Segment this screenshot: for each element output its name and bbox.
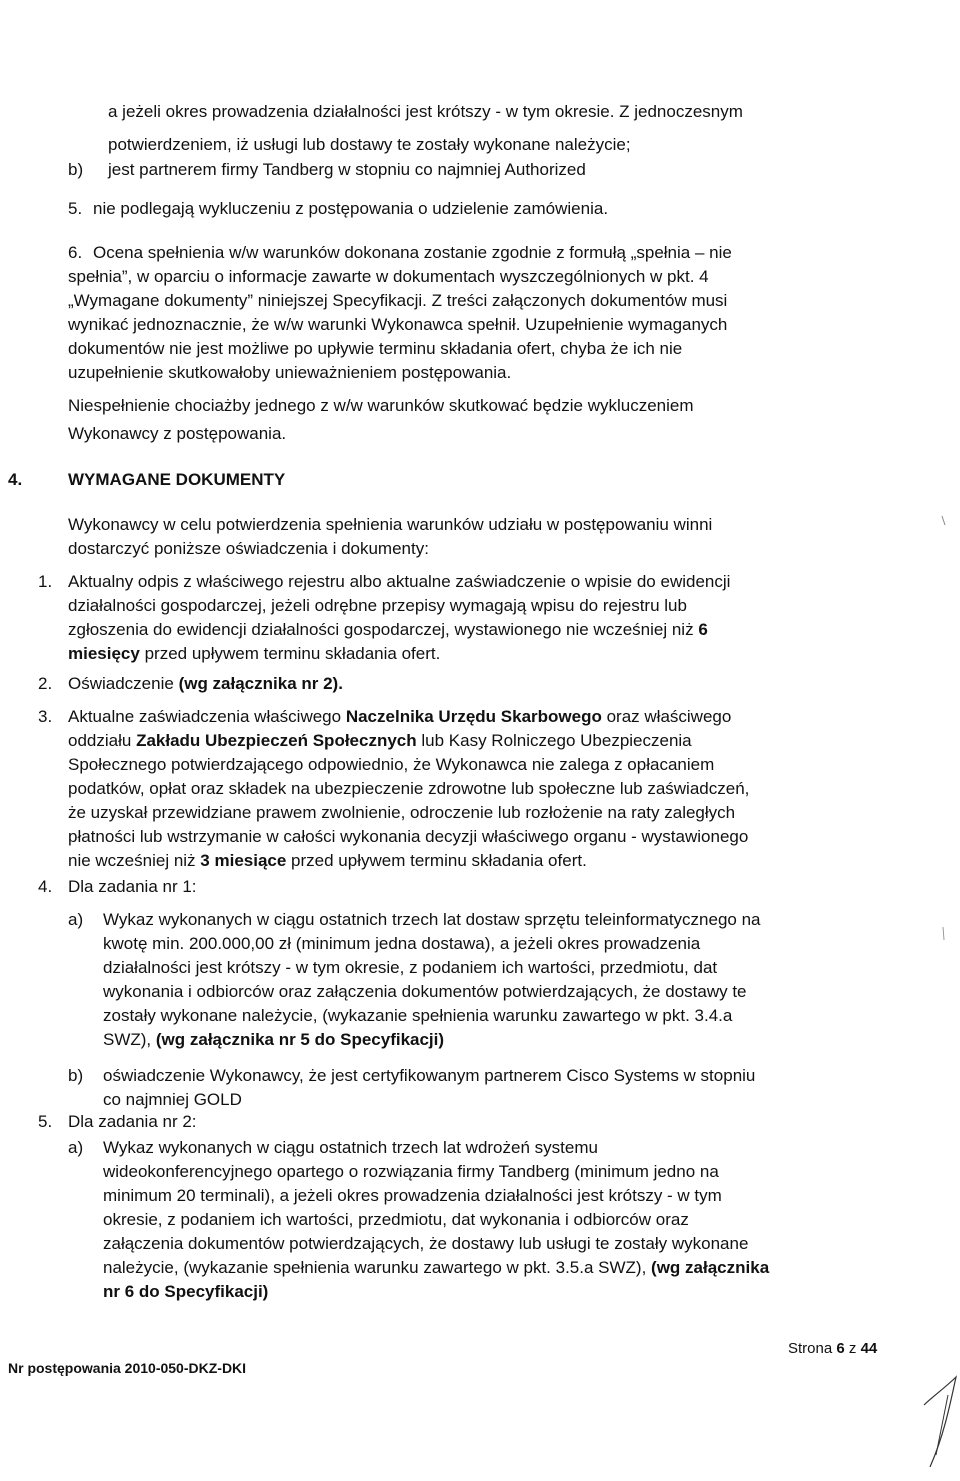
list-number: 1. — [38, 572, 53, 591]
text-line: dostarczyć poniższe oświadczenia i dokumenty: — [68, 539, 429, 558]
text-run: zgłoszenia do ewidencji działalności gospodarczej, wystawionego nie wcześniej niż — [68, 620, 694, 639]
text-line — [68, 729, 890, 753]
doc4b-text — [103, 1064, 888, 1112]
list-number: 2. — [38, 674, 53, 693]
text-run: oraz właściwego — [606, 707, 732, 726]
bold-run: (wg załącznika nr 2). — [178, 674, 343, 693]
text-line: oświadczenie Wykonawcy, że jest certyfikowanym partnerem Cisco Systems w stopniu — [103, 1066, 756, 1085]
text-line: wykonania i odbiorców oraz załączenia dokumentów potwierdzających, że dostawy te — [103, 982, 747, 1001]
list-label: b) — [68, 1066, 84, 1085]
text-line: kwotę min. 200.000,00 zł (minimum jedna dostawa), a jeżeli okres prowadzenia — [103, 934, 701, 953]
bold-run: nr 6 do Specyfikacji) — [103, 1282, 269, 1301]
text-run: Aktualne zaświadczenia właściwego — [68, 707, 342, 726]
list-label: b) — [68, 160, 84, 179]
page-prefix: Strona — [788, 1340, 833, 1357]
case-number: Nr postępowania 2010-050-DKZ-DKI — [8, 1360, 247, 1376]
text-line: a jeżeli okres prowadzenia działalności jest krótszy - w tym okresie. Z jednoczesnym — [108, 102, 743, 121]
list-number: 5. — [68, 199, 83, 218]
text-line: okresie, z podaniem ich wartości, przedmiotu, dat wykonania i odbiorców oraz — [103, 1210, 689, 1229]
text-line — [68, 705, 890, 729]
text-line — [103, 1256, 888, 1280]
bold-run: (wg załącznika nr 5 do Specyfikacji) — [155, 1030, 445, 1049]
page-indicator — [788, 1337, 877, 1361]
section-title: WYMAGANE DOKUMENTY — [68, 470, 286, 489]
text-line — [103, 1280, 888, 1304]
text-run: Oświadczenie — [68, 674, 174, 693]
intro-continuation — [108, 100, 890, 157]
text-line: płatności lub wstrzymanie w całości wykonania decyzji właściwego organu - wystawionego — [68, 827, 749, 846]
text-line: że uzyskał przewidziane prawem zwolnienie, odroczenie lub rozłożenie na raty zaległych — [68, 803, 736, 822]
text-line: działalności gospodarczej, jeżeli odrębne przepisy wymagają wpisu do rejestru lub — [68, 596, 687, 615]
text-line — [68, 849, 890, 873]
text-line — [103, 1028, 888, 1052]
initials-stroke — [936, 1395, 948, 1455]
list-label: a) — [68, 910, 84, 929]
bold-run: Naczelnika Urzędu Skarbowego — [345, 707, 602, 726]
text-line: załączenia dokumentów potwierdzających, że dostawy lub usługi te zostały wykonane — [103, 1234, 749, 1253]
text-line: podatków, opłat oraz składek na ubezpieczenie zdrowotne lub społeczne lub zaświadczeń, — [68, 779, 750, 798]
text-line: Wykonawcy w celu potwierdzenia spełnienia warunków udziału w postępowaniu winni — [68, 515, 713, 534]
text-line: minimum 20 terminali), a jeżeli okres prowadzenia działalności jest krótszy - w tym — [103, 1186, 722, 1205]
subsection-title: Dla zadania nr 1: — [68, 877, 197, 896]
text-line: wideokonferencyjnego opartego o rozwiązania firmy Tandberg (minimum jedno na — [103, 1162, 719, 1181]
list-number: 4. — [38, 877, 53, 896]
text-run: oddziału — [68, 731, 132, 750]
text-line: Społecznego potwierdzającego odpowiednio, że Wykonawca nie zalega z opłacaniem — [68, 755, 715, 774]
bold-run: miesięcy — [68, 644, 140, 663]
list-label: a) — [68, 1138, 84, 1157]
text-line — [68, 618, 890, 642]
doc5a-text — [103, 1136, 888, 1304]
page-number: 6 — [836, 1340, 845, 1357]
mark-stroke — [943, 927, 944, 940]
list-item-text — [68, 672, 343, 696]
text-line: co najmniej GOLD — [103, 1090, 242, 1109]
doc3-text — [68, 705, 890, 873]
list-number: 5. — [38, 1112, 53, 1131]
text-line: Wykaz wykonanych w ciągu ostatnich trzech lat dostaw sprzętu teleinformatycznego na — [103, 910, 761, 929]
text-line: Niespełnienie chociażby jednego z w/w warunków skutkować będzie wykluczeniem — [68, 396, 694, 415]
text-line: dokumentów nie jest możliwe po upływie terminu składania ofert, chyba że ich nie — [68, 339, 683, 358]
list-number: 3. — [38, 707, 53, 726]
text-run: przed upływem terminu składania ofert. — [291, 851, 587, 870]
text-line: działalności jest krótszy - w tym okresie, z podaniem ich wartości, przedmiotu, dat — [103, 958, 718, 977]
text-run: przed upływem terminu składania ofert. — [144, 644, 441, 663]
text-run: lub Kasy Rolniczego Ubezpieczenia — [421, 731, 692, 750]
text-line: uzupełnienie skutkowałoby unieważnieniem postępowania. — [68, 363, 512, 382]
text-line: Wykonawcy z postępowania. — [68, 424, 287, 443]
bold-run: 6 — [698, 620, 708, 639]
tiny-margin-mark — [940, 926, 948, 942]
list-number: 6. — [68, 243, 83, 262]
page-total: 44 — [860, 1340, 878, 1357]
bold-run: 3 miesiące — [200, 851, 287, 870]
text-line: spełnia”, w oparciu o informacje zawarte w dokumentach wyszczególnionych w pkt. 4 — [68, 267, 709, 286]
text-run: należycie, (wykazanie spełnienia warunku zawartego w pkt. 3.5.a SWZ), — [103, 1258, 647, 1277]
text-line: zostały wykonane należycie, (wykazanie spełnienia warunku zawartego w pkt. 3.4.a — [103, 1006, 733, 1025]
page-separator: z — [848, 1340, 857, 1357]
text-run: SWZ), — [103, 1030, 152, 1049]
tiny-margin-mark — [940, 515, 948, 527]
handwritten-initials — [920, 1375, 960, 1470]
text-line — [68, 642, 890, 666]
text-line: „Wymagane dokumenty” niniejszej Specyfikacji. Z treści załączonych dokumentów musi — [68, 291, 728, 310]
text-run: nie wcześniej niż — [68, 851, 196, 870]
text-line: Aktualny odpis z właściwego rejestru albo aktualne zaświadczenie o wpisie do ewidencji — [68, 572, 731, 591]
item6-consequence — [68, 394, 888, 446]
text-line: potwierdzeniem, iż usługi lub dostawy te zostały wykonane należycie; — [108, 135, 631, 154]
list-item-text: nie podlegają wykluczeniu z postępowania o udzielenie zamówienia. — [93, 199, 609, 218]
section-number: 4. — [8, 470, 23, 489]
doc1-text — [68, 570, 890, 666]
item6-text — [68, 241, 888, 385]
bold-run: Zakładu Ubezpieczeń Społecznych — [136, 731, 417, 750]
mark-stroke — [942, 516, 945, 525]
lead-paragraph — [68, 513, 888, 561]
text-line: Wykaz wykonanych w ciągu ostatnich trzech lat wdrożeń systemu — [103, 1138, 598, 1157]
subsection-title: Dla zadania nr 2: — [68, 1112, 197, 1131]
list-item-text: jest partnerem firmy Tandberg w stopniu co najmniej Authorized — [108, 160, 586, 179]
initials-stroke — [924, 1377, 956, 1467]
text-line: wynikać jednoznacznie, że w/w warunki Wykonawca spełnił. Uzupełnienie wymaganych — [68, 315, 728, 334]
text-line: Ocena spełnienia w/w warunków dokonana zostanie zgodnie z formułą „spełnia – nie — [93, 243, 732, 262]
bold-run: (wg załącznika — [651, 1258, 770, 1277]
doc4a-text — [103, 908, 888, 1052]
